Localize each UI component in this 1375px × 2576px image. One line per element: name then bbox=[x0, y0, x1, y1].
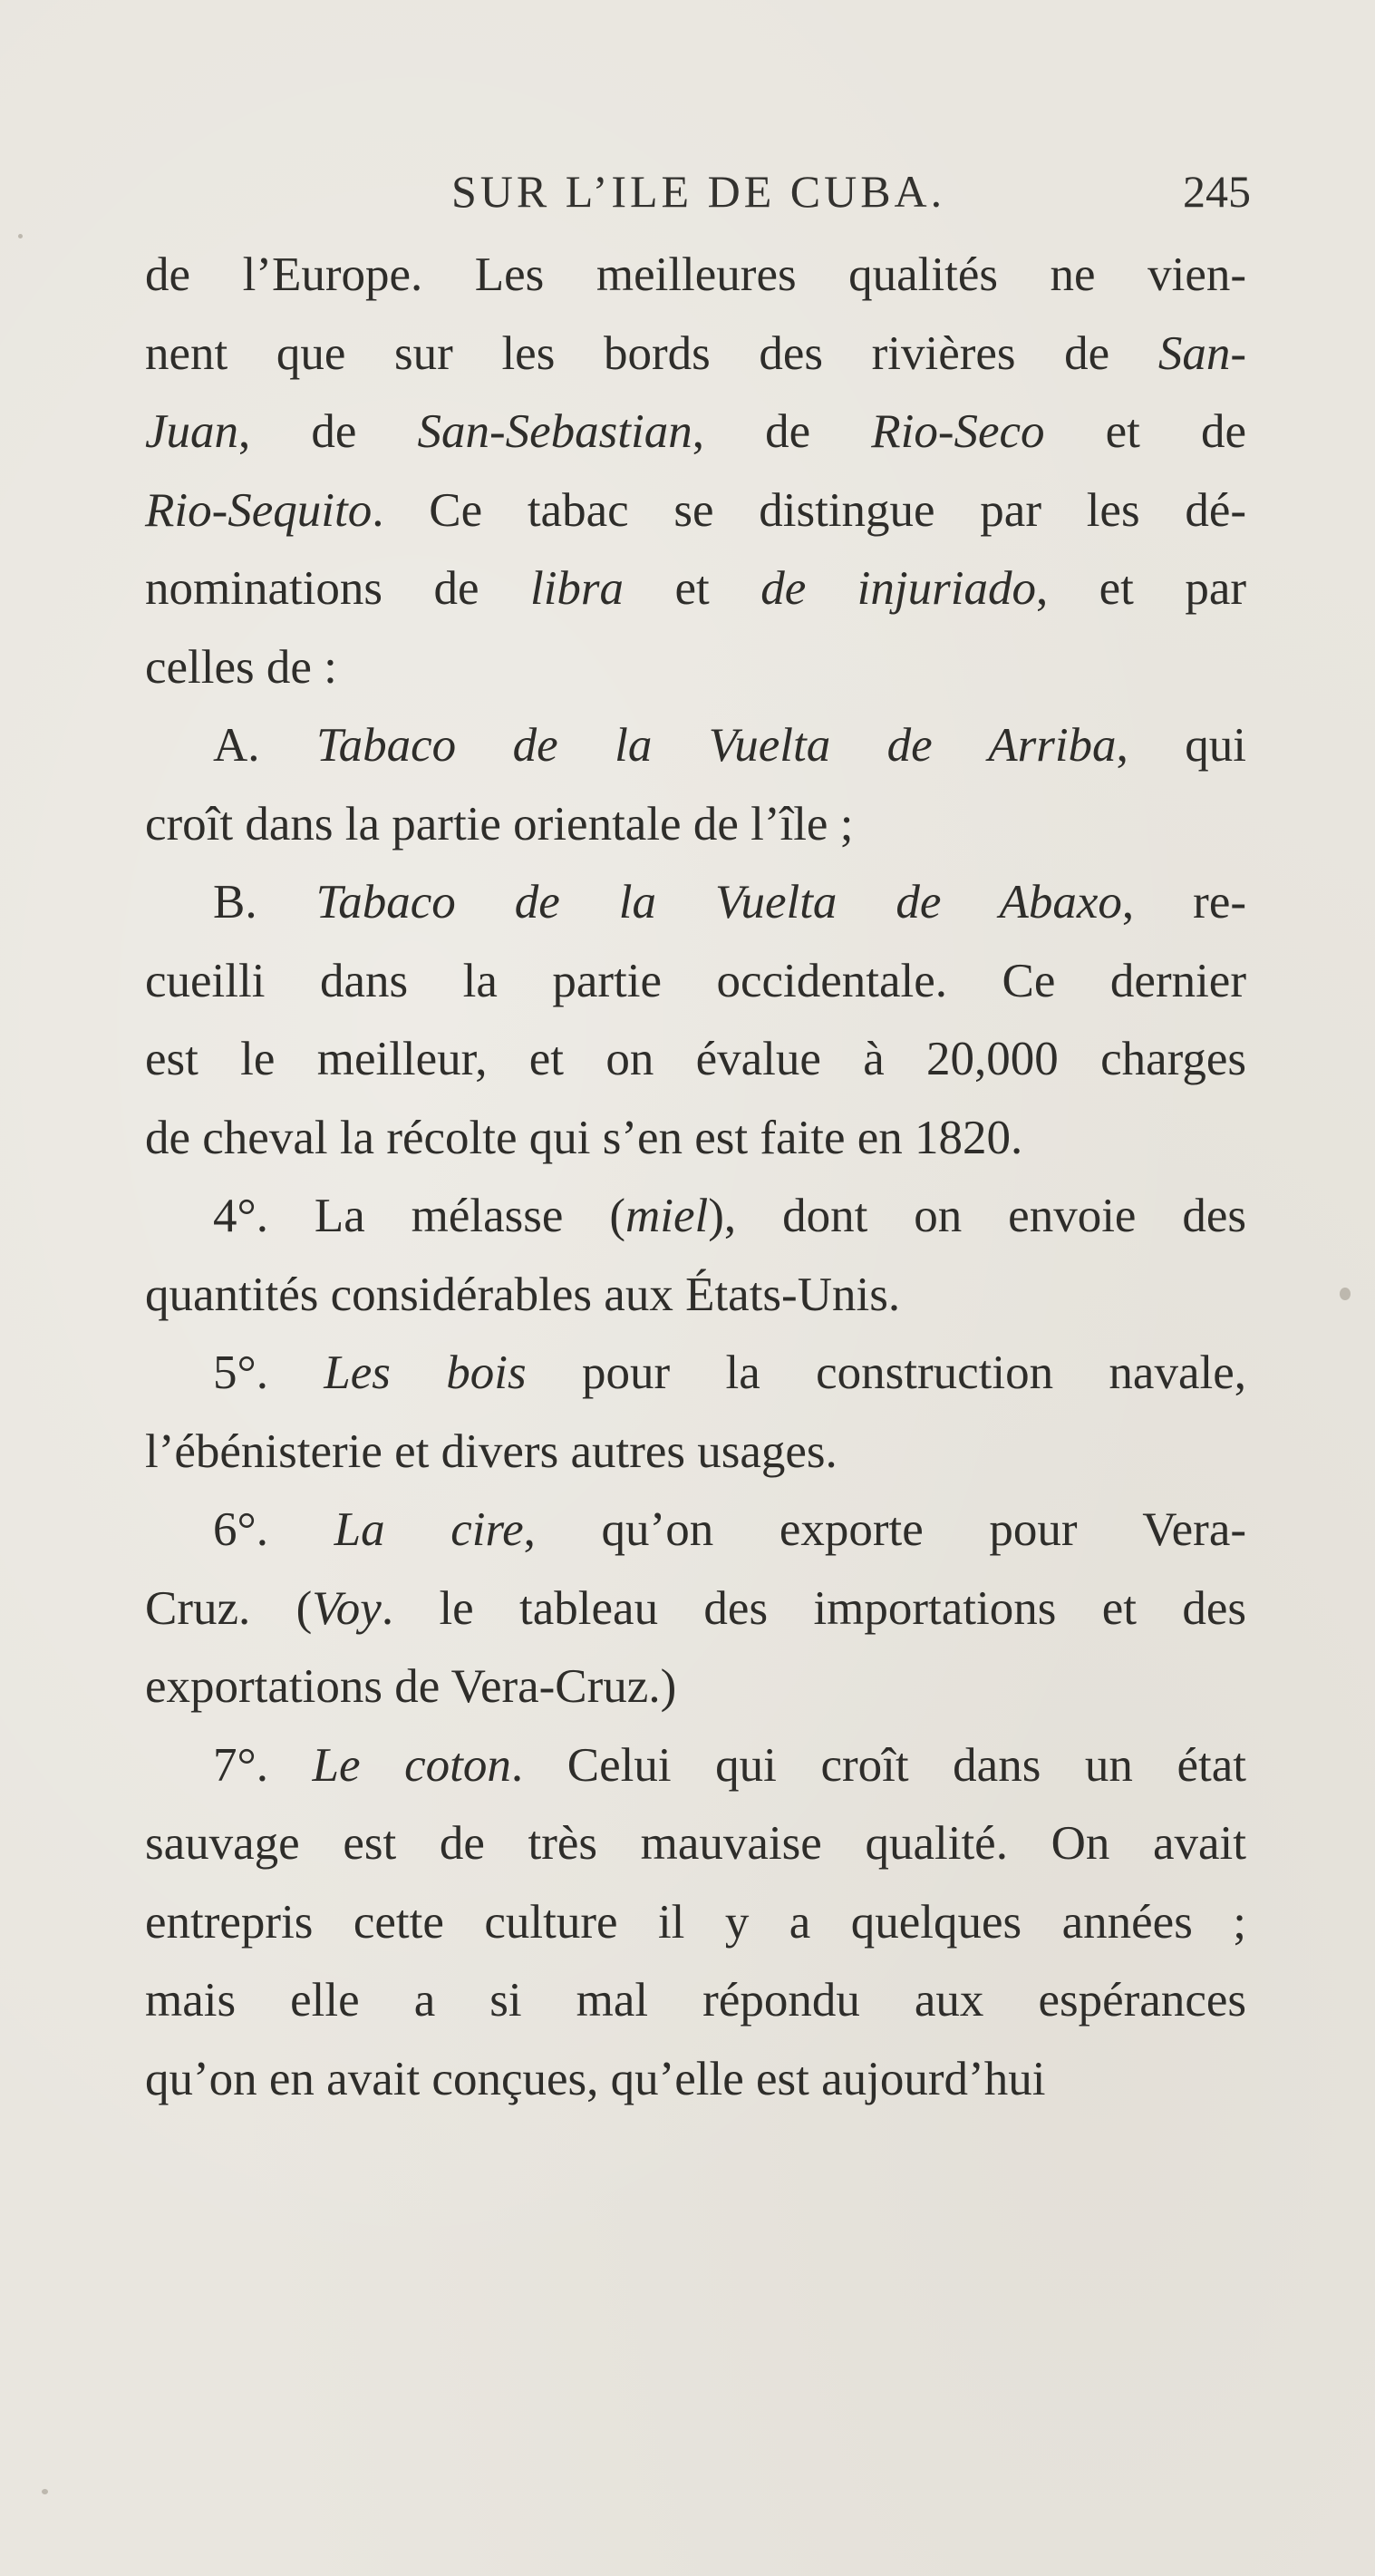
text-run: B. bbox=[213, 876, 316, 928]
text-line bbox=[145, 471, 1246, 550]
text-line bbox=[145, 1020, 1246, 1099]
text-run: , qui bbox=[1116, 719, 1247, 772]
text-line bbox=[145, 549, 1246, 628]
text-line bbox=[145, 1334, 1246, 1413]
paper-speck bbox=[42, 2489, 48, 2494]
paragraph-p7 bbox=[145, 1726, 1246, 2119]
italic-text: miel bbox=[625, 1190, 709, 1242]
text-run: . le tableau des importations et des bbox=[381, 1581, 1246, 1635]
italic-text: Le coton bbox=[312, 1738, 511, 1792]
text-run: qu’on en avait conçues, qu’elle est aujourd’hui bbox=[145, 2052, 1046, 2105]
paragraph-p3 bbox=[145, 863, 1246, 1177]
text-run: ), dont on envoie des bbox=[708, 1190, 1247, 1242]
italic-text: Tabaco de la Vuelta de Abaxo bbox=[315, 876, 1122, 928]
italic-text: Les bois bbox=[324, 1346, 527, 1399]
running-title: SUR L’ILE DE CUBA. bbox=[451, 166, 946, 217]
text-line bbox=[145, 1804, 1246, 1883]
paper-speck bbox=[1340, 1288, 1351, 1300]
text-line bbox=[145, 1883, 1246, 1962]
text-line bbox=[145, 942, 1246, 1021]
text-run: , qu’on exporte pour Vera- bbox=[523, 1503, 1246, 1556]
text-line bbox=[145, 393, 1246, 471]
text-line bbox=[145, 863, 1246, 942]
italic-text: de injuriado bbox=[760, 562, 1036, 615]
italic-text: Juan bbox=[145, 405, 239, 458]
text-line bbox=[145, 315, 1246, 394]
text-line bbox=[145, 1099, 1246, 1178]
text-run: de l’Europe. Les meilleures qualités ne vien- bbox=[145, 248, 1246, 301]
italic-text: Voy bbox=[312, 1581, 382, 1635]
italic-text: San-Sebastian bbox=[417, 405, 692, 458]
text-run: , re- bbox=[1121, 876, 1247, 928]
text-run: sauvage est de très mauvaise qualité. On avait bbox=[145, 1817, 1246, 1870]
text-line bbox=[145, 706, 1246, 785]
text-run: nominations de bbox=[145, 562, 530, 615]
text-run: 5°. bbox=[213, 1346, 324, 1399]
text-run: A. bbox=[213, 719, 316, 772]
paragraph-p1 bbox=[145, 236, 1246, 706]
italic-text: Rio-Seco bbox=[871, 405, 1045, 458]
text-run: entrepris cette culture il y a quelques années ; bbox=[145, 1895, 1246, 1949]
text-run: , de bbox=[238, 405, 418, 458]
text-run: l’ébénisterie et divers autres usages. bbox=[145, 1424, 838, 1478]
text-line bbox=[145, 1177, 1246, 1256]
text-line bbox=[145, 1961, 1246, 2040]
text-line bbox=[145, 1570, 1246, 1648]
text-run: nent que sur les bords des rivières de bbox=[145, 326, 1158, 380]
text-line bbox=[145, 1256, 1246, 1335]
text-run: , et par bbox=[1035, 562, 1247, 615]
running-head bbox=[145, 165, 1251, 228]
text-run: , de bbox=[692, 405, 872, 458]
italic-text: San- bbox=[1157, 326, 1246, 380]
text-run: croît dans la partie orientale de l’île ; bbox=[145, 797, 854, 851]
italic-text: Tabaco de la Vuelta de Arriba bbox=[316, 719, 1117, 772]
text-line bbox=[145, 2040, 1246, 2119]
paragraph-p4 bbox=[145, 1177, 1246, 1334]
text-run: Cruz. ( bbox=[145, 1581, 313, 1635]
paragraph-p5 bbox=[145, 1334, 1246, 1491]
text-run: mais elle a si mal répondu aux espérances bbox=[145, 1974, 1246, 2027]
paragraph-p2 bbox=[145, 706, 1246, 863]
text-line bbox=[145, 236, 1246, 315]
text-line bbox=[145, 1648, 1246, 1726]
text-run: . Celui qui croît dans un état bbox=[510, 1738, 1247, 1792]
paragraph-p6 bbox=[145, 1491, 1246, 1726]
page-number: 245 bbox=[1183, 166, 1251, 217]
text-run: quantités considérables aux États-Unis. bbox=[145, 1268, 901, 1321]
text-run: cueilli dans la partie occidentale. Ce dernier bbox=[145, 954, 1246, 1007]
text-line bbox=[145, 1413, 1246, 1492]
text-run: celles de : bbox=[145, 640, 337, 694]
text-run: 6°. bbox=[213, 1503, 334, 1556]
text-line bbox=[145, 785, 1246, 864]
text-run: 7°. bbox=[213, 1738, 313, 1792]
italic-text: Rio-Sequito bbox=[145, 483, 373, 537]
text-run: exportations de Vera-Cruz.) bbox=[145, 1660, 677, 1713]
text-line bbox=[145, 1491, 1246, 1570]
text-run: et bbox=[624, 562, 761, 615]
text-run: et de bbox=[1044, 405, 1246, 458]
italic-text: libra bbox=[529, 562, 625, 615]
text-run: est le meilleur, et on évalue à 20,000 charges bbox=[145, 1033, 1246, 1085]
italic-text: La cire bbox=[334, 1503, 524, 1556]
paper-speck bbox=[18, 234, 23, 238]
body-text bbox=[145, 236, 1246, 2118]
text-line bbox=[145, 628, 1246, 707]
text-run: pour la construction navale, bbox=[526, 1346, 1246, 1399]
text-run: de cheval la récolte qui s’en est faite en 1820. bbox=[145, 1111, 1023, 1164]
text-line bbox=[145, 1726, 1246, 1805]
text-run: 4°. La mélasse ( bbox=[213, 1190, 626, 1242]
text-run: . Ce tabac se distingue par les dé- bbox=[372, 483, 1246, 537]
